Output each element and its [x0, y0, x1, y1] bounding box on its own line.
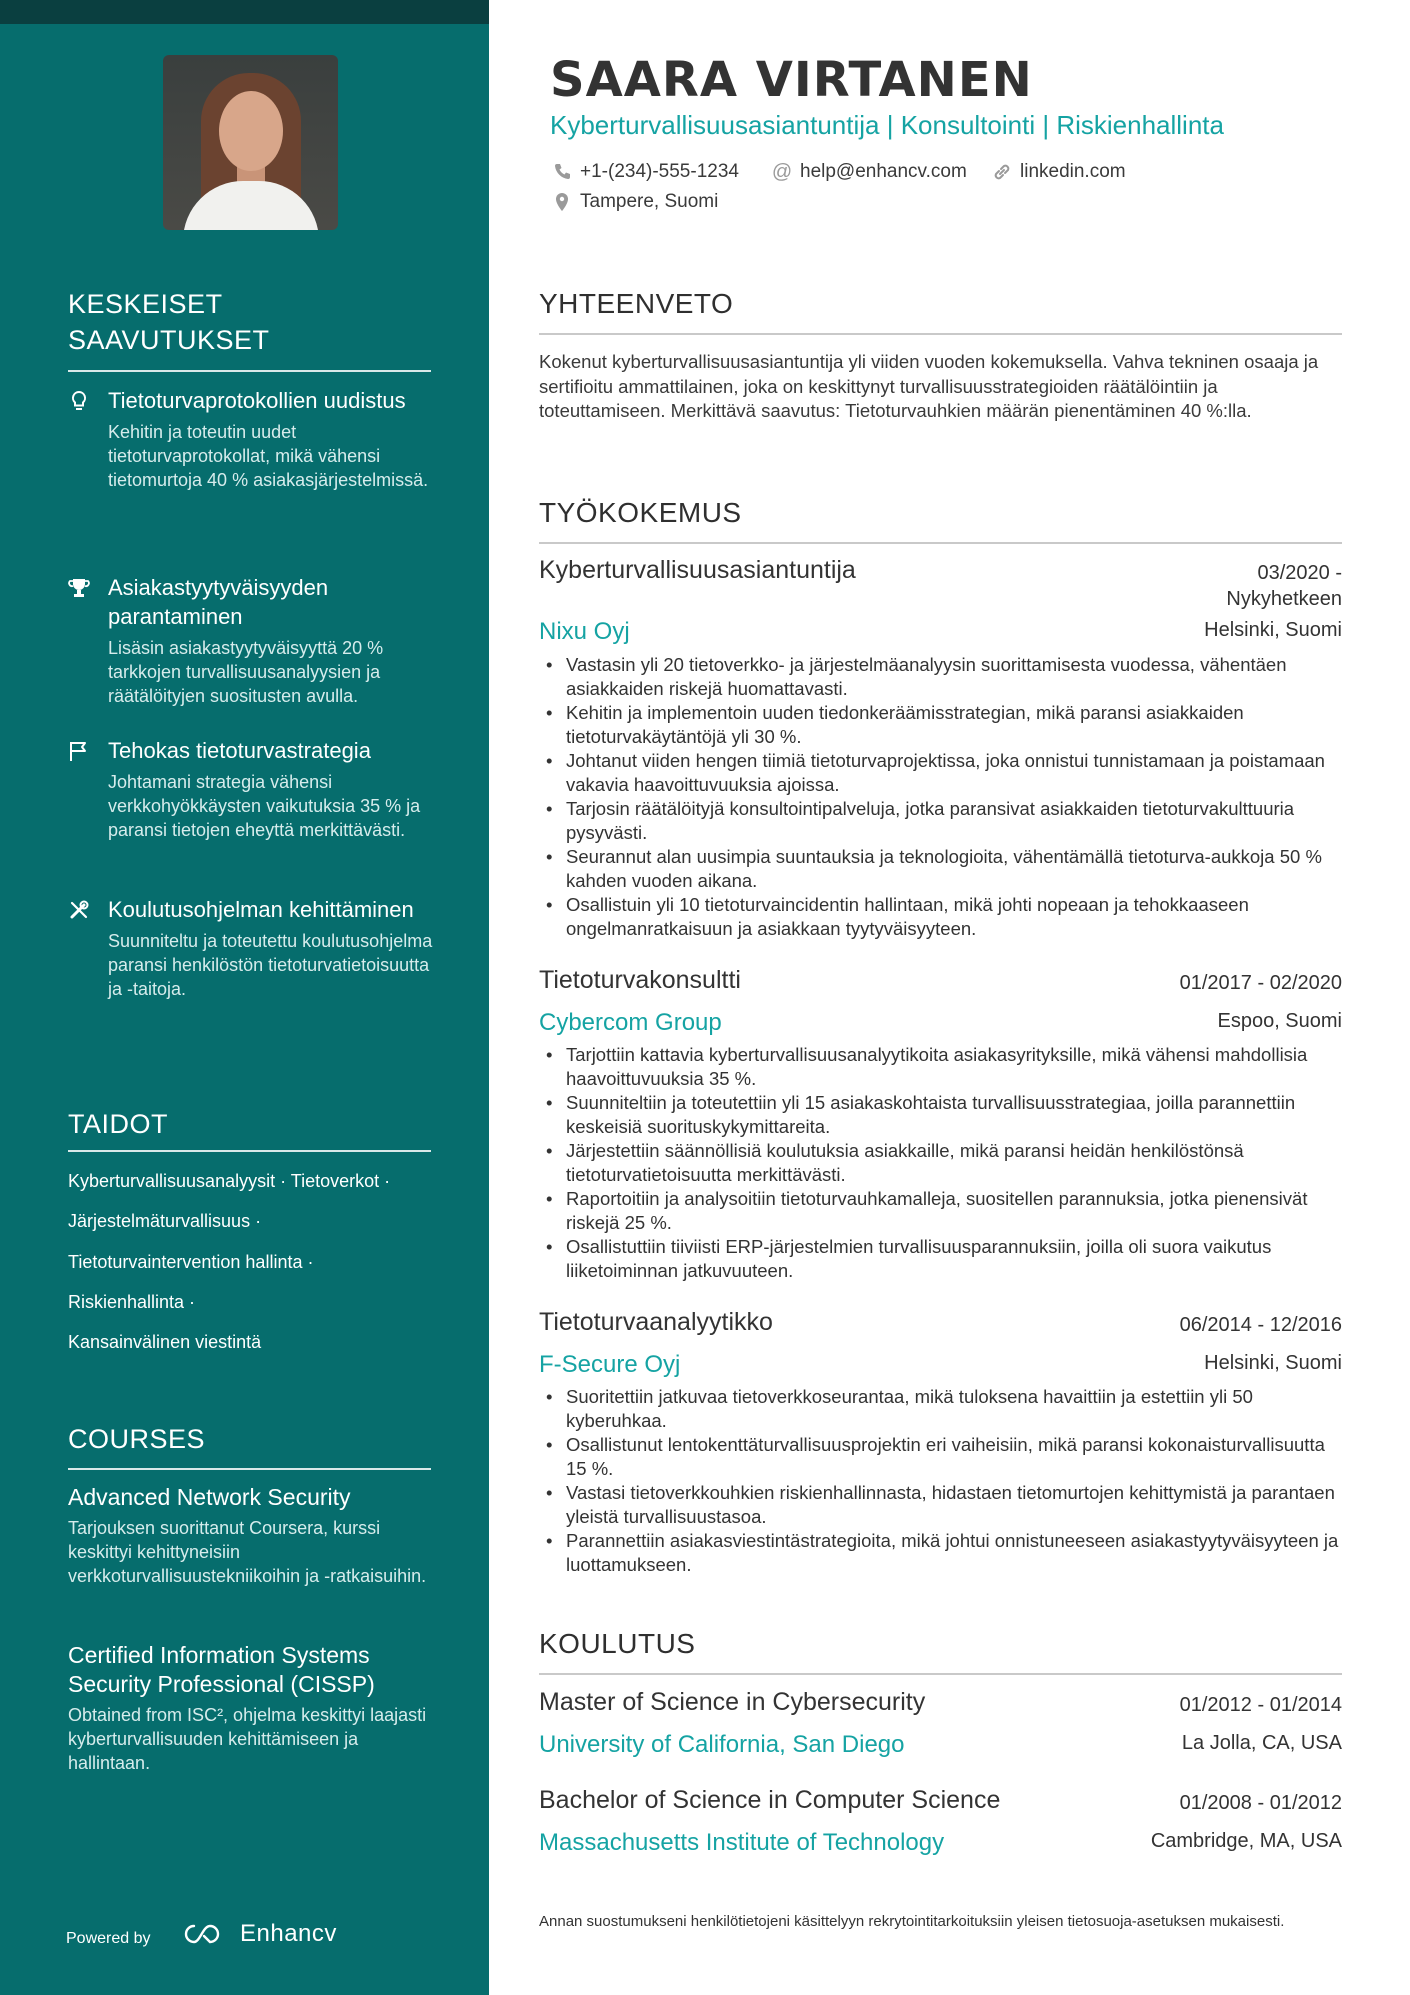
job-location: Helsinki, Suomi — [1204, 1352, 1342, 1374]
job-date: 01/2017 - 02/2020 — [1179, 972, 1342, 994]
job-bullet: • Kehitin ja implementoin uuden tiedonkeräämisstrategian, mikä paransi asiakkaiden tietoturvakäytäntöjä yli 30 %. — [566, 701, 1346, 749]
enhancv-brand: Enhancv — [240, 1920, 337, 1947]
achievement-item — [68, 895, 438, 1001]
sidebar — [0, 0, 489, 1995]
education-title: KOULUTUS — [539, 1628, 696, 1659]
candidate-headline: Kyberturvallisuusasiantuntija | Konsultointi | Riskienhallinta — [550, 110, 1224, 140]
link-icon — [992, 162, 1012, 182]
job-bullets — [566, 653, 1346, 941]
achievement-title: Koulutusohjelman kehittäminen — [108, 897, 414, 922]
job-bullet: • Vastasi tietoverkkouhkien riskienhallinnasta, hidastaen tietomurtojen kehittymistä ja parantaen yleistä turvallisuustasoa. — [566, 1481, 1346, 1529]
school-name: University of California, San Diego — [539, 1731, 905, 1758]
location-pin-icon — [552, 192, 572, 212]
job-date: 06/2014 - 12/2016 — [1179, 1314, 1342, 1336]
course-title: Certified Information Systems Security Professional (CISSP) — [68, 1642, 375, 1697]
job-bullet: • Parannettiin asiakasviestintästrategioita, mikä johtui onnistuneeseen asiakastyytyväisyyteen ja luottamukseen. — [566, 1529, 1346, 1577]
job-bullet: • Suoritettiin jatkuvaa tietoverkkoseurantaa, mikä tuloksena havaittiin ja estettiin yli 50 kyberuhkaa. — [566, 1385, 1346, 1433]
summary-title: YHTEENVETO — [539, 288, 734, 319]
job-bullets — [566, 1043, 1346, 1283]
job-date-end: Nykyhetkeen — [1226, 588, 1342, 610]
enhancv-logo[interactable] — [184, 1920, 337, 1948]
achievement-item — [68, 573, 438, 708]
course-title: Advanced Network Security — [68, 1484, 351, 1510]
job-title: Tietoturvakonsultti — [539, 966, 741, 994]
consent-note: Annan suostumukseni henkilötietojeni käsittelyyn rekrytointitarkoituksiin yleisen tietosuoja-asetuksen mukaisesti. — [539, 1913, 1285, 1930]
achievement-description: Lisäsin asiakastyytyväisyyttä 20 % tarkkojen turvallisuusanalyysien ja räätälöityjen suositusten avulla. — [108, 638, 384, 706]
course-description: Obtained from ISC², ohjelma keskittyi laajasti kyberturvallisuuden kehittämiseen ja hallintaan. — [68, 1705, 427, 1773]
achievement-item — [68, 386, 438, 492]
company-name: F-Secure Oyj — [539, 1351, 681, 1378]
achievement-title: Tietoturvaprotokollien uudistus — [108, 388, 406, 413]
email-text: help@enhancv.com — [800, 161, 967, 182]
achievement-item — [68, 736, 438, 842]
job-bullet: • Osallistunut lentokenttäturvallisuusprojektin eri vaiheisiin, mikä paransi kokonaisturvallisuutta 15 %. — [566, 1433, 1346, 1481]
job-bullet: • Tarjosin räätälöityjä konsultointipalveluja, jotka paransivat asiakkaiden tietoturvakulttuuria pysyvästi. — [566, 797, 1346, 845]
courses-divider — [68, 1468, 431, 1470]
job-bullet: • Tarjottiin kattavia kyberturvallisuusanalyytikoita asiakasyrityksille, mikä vähensi mahdollisia haavoittuvuuksia 35 %. — [566, 1043, 1346, 1091]
job-title: Kyberturvallisuusasiantuntija — [539, 556, 856, 584]
job-bullet: • Suunniteltiin ja toteutettiin yli 15 asiakaskohtaista turvallisuusstrategiaa, joilla parannettiin keskeisiä suorituskykymittareita. — [566, 1091, 1346, 1139]
phone-icon — [552, 162, 572, 182]
achievements-divider — [68, 370, 431, 372]
skills-divider — [68, 1150, 431, 1152]
school-location: La Jolla, CA, USA — [1181, 1732, 1342, 1754]
education-date: 01/2012 - 01/2014 — [1179, 1694, 1342, 1716]
job-title: Tietoturvaanalyytikko — [539, 1308, 773, 1336]
job-bullet: • Raportoitiin ja analysoitiin tietoturvauhkamalleja, suositellen parannuksia, jotka pienensivät riskejä 25 %. — [566, 1187, 1346, 1235]
achievement-description: Suunniteltu ja toteutettu koulutusohjelma paransi henkilöstön tietoturvatietoisuutta ja -taitoja. — [108, 931, 433, 999]
at-icon: @ — [771, 160, 793, 183]
phone-text: +1-(234)-555-1234 — [580, 161, 739, 182]
course-description: Tarjouksen suorittanut Coursera, kurssi keskittyi kehittyneisiin verkkoturvallisuustekniikoihin ja -ratkaisuihin. — [68, 1518, 427, 1586]
job-bullet: • Seurannut alan uusimpia suuntauksia ja teknologioita, vähentämällä tietoturva-aukkoja 50 % kahden vuoden aikana. — [566, 845, 1346, 893]
achievements-title: KESKEISET SAAVUTUKSET — [68, 289, 270, 355]
job-location: Espoo, Suomi — [1217, 1010, 1342, 1032]
job-location: Helsinki, Suomi — [1204, 619, 1342, 641]
education-divider — [539, 1673, 1342, 1675]
summary-text: Kokenut kyberturvallisuusasiantuntija yli viiden vuoden kokemuksella. Vahva tekninen osaaja ja sertifioitu ammattilainen, joka on keskittynyt turvallisuusstrategioiden räätälöintiin ja toteuttamiseen. Merkittävä saavutus: Tietoturvauhkien määrän pienentäminen 40 %:lla. — [539, 351, 1319, 421]
profile-photo — [163, 55, 338, 230]
tools-icon — [68, 899, 90, 921]
job-bullet: • Osallistuttiin tiiviisti ERP-järjestelmien turvallisuusparannuksiin, joilla oli suora vaikutus liiketoiminnan jatkuvuuteen. — [566, 1235, 1346, 1283]
school-location: Cambridge, MA, USA — [1150, 1830, 1342, 1852]
job-date — [1226, 560, 1342, 612]
skill-item: Tietoturvaintervention hallinta · — [68, 1252, 314, 1272]
skills-title: TAIDOT — [68, 1109, 168, 1139]
degree-title: Master of Science in Cybersecurity — [539, 1688, 926, 1716]
achievement-title: Asiakastyytyväisyyden parantaminen — [108, 575, 329, 629]
job-bullet: • Johtanut viiden hengen tiimiä tietoturvaprojektissa, joka onnistui tunnistamaan ja poistamaan vakavia haavoittuvuuksia ajoissa. — [566, 749, 1346, 797]
contact-email[interactable] — [772, 161, 967, 183]
contact-phone — [552, 161, 739, 183]
achievement-title: Tehokas tietoturvastrategia — [108, 738, 371, 763]
skill-item: Riskienhallinta · — [68, 1292, 196, 1312]
job-bullet: • Järjestettiin säännöllisiä koulutuksia asiakkaille, mikä paransi heidän henkilöstönsä tietoturvatietoisuutta merkittävästi. — [566, 1139, 1346, 1187]
company-name: Cybercom Group — [539, 1009, 722, 1036]
course-item — [68, 1483, 438, 1588]
job-bullet: • Vastasin yli 20 tietoverkko- ja järjestelmäanalyysin suorittamisesta vuodessa, vähentäen asiakkaiden riskejä huomattavasti. — [566, 653, 1346, 701]
sidebar-top-bar — [0, 0, 489, 24]
company-name: Nixu Oyj — [539, 618, 630, 645]
contact-linkedin[interactable] — [992, 161, 1126, 183]
experience-title: TYÖKOKEMUS — [539, 497, 742, 528]
trophy-icon — [68, 577, 90, 599]
skill-item: Järjestelmäturvallisuus · — [68, 1211, 262, 1231]
linkedin-text: linkedin.com — [1020, 161, 1126, 182]
job-date-start: 03/2020 - — [1257, 562, 1342, 584]
candidate-name: SAARA VIRTANEN — [550, 52, 1033, 108]
summary-divider — [539, 333, 1342, 335]
powered-by-label: Powered by — [66, 1930, 151, 1947]
education-date: 01/2008 - 01/2012 — [1179, 1792, 1342, 1814]
lightbulb-icon — [68, 390, 90, 412]
job-bullet: • Osallistuin yli 10 tietoturvaincidentin hallintaan, mikä johti nopeaan ja tehokkaaseen ongelmanratkaisuun ja asiakkaan tyytyväisyyteen. — [566, 893, 1346, 941]
experience-divider — [539, 542, 1342, 544]
degree-title: Bachelor of Science in Computer Science — [539, 1786, 1001, 1814]
contact-location — [552, 191, 718, 213]
course-item — [68, 1641, 438, 1775]
location-text: Tampere, Suomi — [580, 191, 719, 212]
skill-item: Kansainvälinen viestintä — [68, 1332, 262, 1352]
enhancv-logo-icon — [184, 1922, 230, 1946]
skill-item: Kyberturvallisuusanalyysit · Tietoverkot · — [68, 1171, 391, 1191]
school-name: Massachusetts Institute of Technology — [539, 1829, 945, 1856]
flag-icon — [68, 740, 90, 762]
job-bullets — [566, 1385, 1346, 1577]
achievement-description: Johtamani strategia vähensi verkkohyökkäysten vaikutuksia 35 % ja paransi tietojen eheyttä merkittävästi. — [108, 772, 421, 840]
courses-title: COURSES — [68, 1424, 206, 1454]
achievement-description: Kehitin ja toteutin uudet tietoturvaprotokollat, mikä vähensi tietomurtoja 40 % asiakasjärjestelmissä. — [108, 422, 429, 490]
